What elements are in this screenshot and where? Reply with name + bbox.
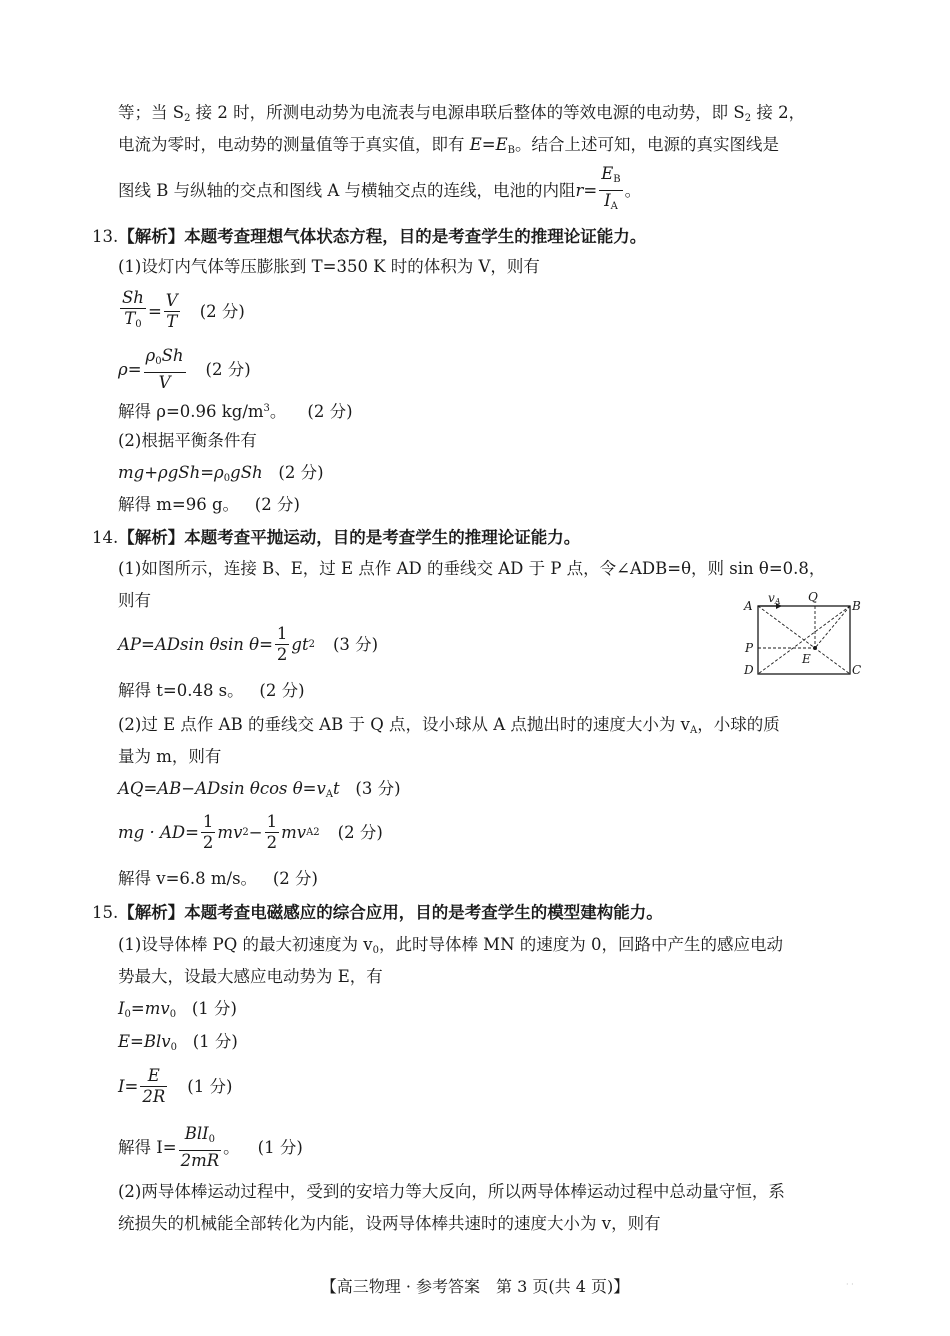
equation: ρ= $\frac{\rho_0Sh}{V}$ (2 分): [118, 346, 251, 392]
text-line: 解得 v=6.8 m/s。 (2 分): [118, 869, 318, 888]
geometry-figure: [740, 588, 865, 680]
question-15-heading: 15.【解析】本题考查电磁感应的综合应用，目的是考查学生的模型建构能力。: [92, 903, 663, 922]
equation: $\frac{Sh}{T_0}$ = $\frac{V}{T}$ (2 分): [122, 288, 245, 331]
equation: E=Blv$_0$ (1 分): [118, 1032, 238, 1053]
fraction: $\frac{E_B}{I_A}$: [601, 164, 621, 212]
label-a: A: [744, 599, 753, 613]
text-line: (2)两导体棒运动过程中，受到的安培力等大反向，所以两导体棒运动过程中总动量守恒，系: [118, 1182, 785, 1201]
equation: 解得 I= $\frac{BlI_0}{2mR}$ 。 (1 分): [118, 1124, 303, 1170]
label-d: D: [744, 663, 754, 677]
label-p: P: [745, 641, 754, 655]
equation: mg · AD= $\frac{1}{2}$ mv 2 − $\frac{1}{2}$ mv A 2 (2 分): [118, 812, 383, 852]
text-line: 则有: [118, 591, 151, 610]
text-line: 势最大，设最大感应电动势为 E，有: [118, 967, 383, 986]
label-b: B: [852, 599, 861, 613]
question-14-heading: 14.【解析】本题考查平抛运动，目的是考查学生的推理论证能力。: [92, 528, 581, 547]
label-e: E: [802, 652, 811, 666]
equation: $I_0=mv_0$ (1 分): [118, 999, 237, 1020]
text-line: (2)根据平衡条件有: [118, 431, 257, 450]
label-c: C: [852, 663, 862, 677]
question-13-heading: 13.【解析】本题考查理想气体状态方程，目的是考查学生的推理论证能力。: [92, 227, 647, 246]
text-line: 解得 ρ=0.96 $kg/m^3$。 (2 分): [118, 402, 353, 421]
equation: I= $\frac{E}{2R}$ (1 分): [118, 1066, 233, 1106]
text-line: 电流为零时，电动势的测量值等于真实值，即有 $E=E_B$。结合上述可知，电源的真实图线是: [118, 135, 780, 156]
equation: $mg+\rho gSh=\rho_0gSh$ (2 分): [118, 463, 324, 484]
equation: AQ=AB−ADsin θcos $\theta=v_At$ (3 分): [118, 779, 401, 800]
label-va: vA: [768, 591, 781, 606]
label-q: Q: [808, 590, 818, 604]
text-line: (1)设导体棒 PQ 的最大初速度为 $v_0$，此时导体棒 MN 的速度为 0，回路中产生的感应电动: [118, 935, 784, 956]
text-line: 图线 B 与纵轴的交点和图线 A 与横轴交点的连线，电池的内阻 r= $\frac{E_B}{I_A}$ 。: [118, 164, 641, 217]
text-line: 统损失的机械能全部转化为内能，设两导体棒共速时的速度大小为 v，则有: [118, 1214, 661, 1233]
equation: AP=ADsin θsin θ= $\frac{1}{2}$ gt 2 (3 分): [118, 624, 379, 664]
text-line: 解得 m=96 g。 (2 分): [118, 495, 300, 514]
corner-mark: · ·: [846, 1280, 854, 1289]
text-line: 等；当 $S_2$ 接 2 时，所测电动势为电流表与电源串联后整体的等效电源的电动势，即 $S_2$ 接 2，: [118, 103, 806, 124]
page-footer: 【高三物理 · 参考答案 第 3 页(共 4 页)】: [320, 1277, 630, 1296]
text-line: 解得 t=0.48 s。 (2 分): [118, 681, 305, 700]
text-line: 量为 m，则有: [118, 747, 222, 766]
text-line: (1)设灯内气体等压膨胀到 T=350 K 时的体积为 V，则有: [118, 257, 540, 276]
text-line: (1)如图所示，连接 B、E，过 E 点作 AD 的垂线交 AD 于 P 点，令∠ADB=θ，则 sin θ=0.8，: [118, 559, 826, 578]
text-line: (2)过 E 点作 AB 的垂线交 AB 于 Q 点，设小球从 A 点抛出时的速度大小为 $v_A$，小球的质: [118, 715, 780, 736]
